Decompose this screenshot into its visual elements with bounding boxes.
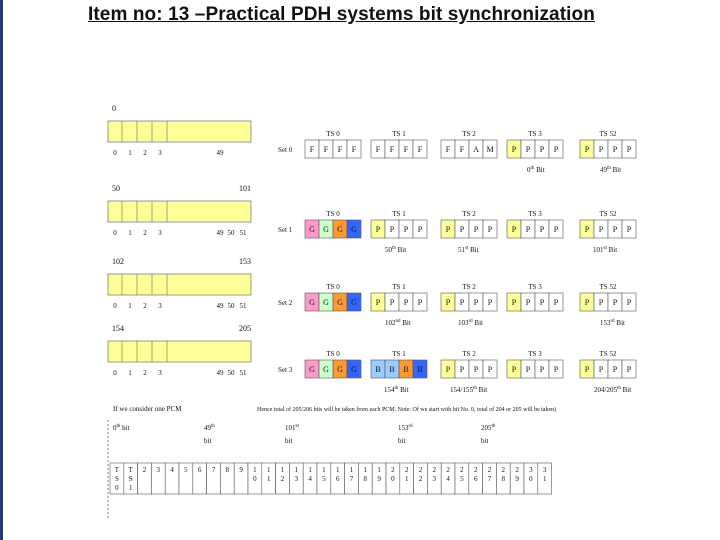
timeslot-cell-label: P: [584, 365, 590, 374]
bar-tick-label: 0: [113, 302, 117, 310]
bar-start-label: 0: [112, 104, 116, 113]
bar-tick-label: 1: [128, 149, 132, 157]
timeslot-cell-label: P: [525, 145, 531, 154]
pcm-timeslot-digit: 2: [391, 466, 395, 474]
ts-header: TS 1: [392, 210, 406, 218]
pcm-timeslot-digit: 2: [515, 466, 519, 474]
bit-number: 101: [593, 246, 604, 254]
timeslot-cell-label: F: [459, 145, 465, 154]
ts-header: TS 3: [528, 283, 542, 291]
timeslot-cell-label: P: [626, 225, 632, 234]
bar-tick-label: 0: [113, 149, 117, 157]
input-bit-bar: [108, 341, 251, 362]
set-label: Set 1: [278, 226, 293, 234]
bar-tick-label: 0: [113, 369, 117, 377]
timeslot-cell-label: P: [525, 298, 531, 307]
bar-tick-label: 3: [158, 369, 162, 377]
set-row-3: [108, 324, 636, 394]
bit-number: 0: [527, 166, 531, 174]
timeslot-cell-label: P: [539, 365, 545, 374]
ts-header: TS 52: [599, 283, 617, 291]
bit-number: 154/155: [450, 386, 473, 394]
bit-ordinal-suffix: th: [392, 246, 396, 251]
timeslot-cell-label: G: [351, 225, 357, 234]
pcm-timeslot-digit: 1: [253, 466, 257, 474]
marker-ordinal-suffix: th: [116, 424, 121, 429]
ts-header: TS 52: [599, 130, 617, 138]
timeslot-cell-label: F: [351, 145, 357, 154]
timeslot-cell-label: F: [337, 145, 343, 154]
input-bit-bar: [108, 274, 251, 295]
timeslot-cell-label: P: [445, 365, 451, 374]
pcm-timeslot-digit: 1: [266, 466, 271, 474]
pcm-bit-marker-unit: bit: [398, 437, 406, 445]
bit-position-label: [600, 166, 621, 174]
pcm-timeslot-digit: 9: [515, 475, 519, 483]
bar-tick-label: 50: [227, 229, 235, 237]
timeslot-cell-label: G: [309, 365, 315, 374]
pcm-timeslot-digit: 0: [529, 475, 533, 483]
timeslot-cell-label: F: [445, 145, 451, 154]
timeslot-cell-label: P: [459, 298, 465, 307]
bit-ordinal-suffix: st: [465, 246, 469, 251]
pcm-timeslot-digit: 2: [418, 466, 423, 474]
bar-end-label: 205: [239, 324, 251, 333]
ts-header: TS 0: [326, 130, 340, 138]
bar-tick-label: 49: [216, 369, 224, 377]
timeslot-cell-label: P: [598, 145, 604, 154]
pcm-timeslot-digit: 3: [542, 466, 547, 474]
bit-word: Bit: [476, 386, 488, 394]
pcm-timeslot-digit: 1: [349, 466, 354, 474]
pcm-timeslot-digit: T: [114, 466, 120, 474]
pcm-timeslot-digit: 4: [170, 466, 174, 474]
timeslot-cell-label: B: [389, 365, 395, 374]
bit-ordinal-suffix: nd: [395, 319, 401, 324]
pcm-timeslot-digit: 1: [542, 475, 547, 483]
bit-word: Bit: [400, 319, 411, 327]
set-row-0: [108, 104, 636, 174]
ts-header: TS 2: [462, 283, 476, 291]
timeslot-cell-label: P: [553, 145, 559, 154]
timeslot-cell-label: G: [323, 365, 329, 374]
timeslot-cell-label: P: [473, 298, 479, 307]
pcm-timeslot-digit: 7: [211, 466, 216, 474]
bar-start-label: 102: [112, 257, 124, 266]
bar-tick-label: 51: [239, 369, 247, 377]
timeslot-cell-label: G: [337, 225, 343, 234]
pcm-timeslot-digit: S: [128, 475, 133, 483]
pcm-bit-marker: [204, 424, 215, 432]
bit-word: Bit: [534, 166, 545, 174]
pcm-bit-marker-unit: bit: [481, 437, 489, 445]
bar-tick-label: 50: [227, 369, 235, 377]
timeslot-cell-label: P: [598, 298, 604, 307]
timeslot-cell-label: P: [553, 365, 559, 374]
bit-ordinal-suffix: th: [616, 386, 621, 391]
pcm-timeslot-digit: 2: [501, 466, 506, 474]
set-row-1: [108, 184, 636, 254]
pcm-timeslot-digit: 1: [266, 475, 271, 483]
bar-end-label: 101: [239, 184, 251, 193]
pcm-timeslot-digit: 0: [253, 475, 257, 483]
pcm-timeslot-digit: 9: [239, 466, 243, 474]
pcm-timeslot-digit: 2: [280, 475, 285, 483]
bit-word: Bit: [472, 319, 483, 327]
timeslot-cell-label: P: [375, 298, 381, 307]
timeslot-cell-label: P: [511, 298, 517, 307]
timeslot-cell-label: P: [539, 298, 545, 307]
timeslot-cell-label: B: [375, 365, 381, 374]
timeslot-cell-label: P: [487, 225, 493, 234]
pcm-timeslot-digit: 3: [156, 466, 161, 474]
pcm-timeslot-digit: 1: [363, 466, 368, 474]
pcm-right-note: Hence total of 205/206 bits will be taken from each PCM. Note: Of we start with bit No. 0, total of 204 or 205 will be taken): [257, 407, 557, 413]
timeslot-cell-label: G: [351, 298, 357, 307]
timeslot-cell-label: P: [525, 365, 531, 374]
pcm-timeslot-digit: S: [114, 475, 119, 483]
timeslot-cell-label: G: [351, 365, 357, 374]
marker-number: 0: [113, 424, 117, 432]
bar-tick-label: 2: [143, 229, 147, 237]
pcm-timeslot-digit: 6: [473, 475, 478, 483]
bit-ordinal-suffix: th: [472, 386, 477, 391]
pcm-timeslot-digit: 1: [128, 484, 133, 492]
pcm-timeslot-digit: 7: [487, 475, 492, 483]
pcm-timeslot-digit: 2: [404, 466, 409, 474]
pcm-timeslot-digit: 5: [322, 475, 326, 483]
timeslot-cell-label: P: [473, 225, 479, 234]
timeslot-cell-label: P: [612, 225, 618, 234]
timeslot-cell-label: P: [511, 225, 517, 234]
timeslot-cell-label: G: [323, 298, 329, 307]
timeslot-cell-label: F: [417, 145, 423, 154]
timeslot-cell-label: P: [612, 365, 618, 374]
pcm-timeslot-digit: 1: [280, 466, 285, 474]
pcm-timeslot-digit: 1: [377, 466, 381, 474]
bit-position-label: [385, 246, 406, 254]
bit-ordinal-suffix: th: [530, 166, 535, 171]
pcm-timeslot-digit: 3: [432, 475, 437, 483]
pcm-left-note: If we consider one PCM: [113, 405, 182, 413]
timeslot-cell-label: P: [626, 298, 632, 307]
bit-word: Bit: [620, 386, 632, 394]
bit-position-label: [593, 246, 617, 254]
bar-tick-label: 1: [128, 302, 132, 310]
timeslot-cell-label: P: [459, 225, 465, 234]
ts-header: TS 1: [392, 283, 406, 291]
ts-header: TS 1: [392, 350, 406, 358]
pcm-timeslot-digit: 8: [501, 475, 506, 483]
timeslot-cell-label: F: [375, 145, 381, 154]
pcm-timeslot-digit: 1: [308, 466, 312, 474]
ts-header: TS 0: [326, 283, 340, 291]
marker-ordinal-suffix: rd: [408, 424, 413, 429]
pcm-bit-marker: [285, 424, 299, 432]
pcm-timeslot-digit: 2: [487, 466, 492, 474]
bar-tick-label: 1: [128, 229, 132, 237]
bit-position-label: [527, 166, 545, 174]
timeslot-cell-label: P: [445, 225, 451, 234]
pcm-bit-marker: [113, 424, 130, 432]
set-label: Set 3: [278, 366, 293, 374]
timeslot-cell-label: P: [612, 298, 618, 307]
bit-position-label: [385, 319, 411, 327]
bit-number: 154: [384, 386, 395, 394]
bit-word: Bit: [606, 246, 618, 254]
pcm-timeslot-digit: 3: [294, 475, 299, 483]
marker-ordinal-suffix: th: [211, 424, 215, 429]
timeslot-cell-label: B: [417, 365, 423, 374]
pcm-timeslot-digit: 6: [197, 466, 202, 474]
bit-ordinal-suffix: rd: [468, 319, 473, 324]
bar-tick-label: 2: [143, 302, 147, 310]
pcm-timeslot-digit: 2: [432, 466, 437, 474]
bar-end-label: 153: [239, 257, 251, 266]
timeslot-cell-label: P: [525, 225, 531, 234]
pcm-timeslot-digit: 0: [115, 484, 119, 492]
bit-number: 51: [458, 246, 465, 254]
bit-position-label: [594, 386, 631, 394]
bar-tick-label: 3: [158, 229, 162, 237]
timeslot-cell-label: G: [337, 298, 343, 307]
timeslot-cell-label: P: [487, 298, 493, 307]
bit-word: Bit: [398, 386, 409, 394]
bar-start-label: 50: [112, 184, 120, 193]
pcm-timeslot-digit: 1: [322, 466, 326, 474]
bit-ordinal-suffix: rd: [610, 319, 615, 324]
timeslot-cell-label: P: [473, 365, 479, 374]
bit-position-label: [600, 319, 625, 327]
pcm-timeslot-digit: 2: [418, 475, 423, 483]
timeslot-cell-label: P: [389, 298, 395, 307]
timeslot-cell-label: P: [511, 365, 517, 374]
set-label: Set 2: [278, 299, 293, 307]
ts-header: TS 0: [326, 210, 340, 218]
ts-header: TS 1: [392, 130, 406, 138]
pcm-timeslot-digit: 8: [225, 466, 230, 474]
timeslot-cell-label: P: [598, 225, 604, 234]
set-row-2: [108, 257, 636, 327]
marker-word: bit: [120, 424, 130, 432]
pcm-timeslot-digit: 5: [460, 475, 464, 483]
pcm-bit-marker-unit: bit: [204, 437, 212, 445]
pcm-timeslot-digit: 6: [335, 475, 340, 483]
timeslot-cell-label: P: [403, 298, 409, 307]
timeslot-cell-label: F: [323, 145, 329, 154]
bar-tick-label: 0: [113, 229, 117, 237]
timeslot-cell-label: P: [612, 145, 618, 154]
timeslot-cell-label: B: [403, 365, 409, 374]
ts-header: TS 52: [599, 210, 617, 218]
marker-number: 101: [285, 424, 296, 432]
bit-ordinal-suffix: st: [603, 246, 607, 251]
marker-number: 205: [481, 424, 492, 432]
bar-tick-label: 51: [239, 302, 247, 310]
bar-start-label: 154: [112, 324, 124, 333]
pcm-timeslot-digit: 8: [363, 475, 368, 483]
bar-tick-label: 2: [143, 149, 147, 157]
pcm-bit-marker: [398, 424, 413, 432]
pcm-timeslot-digit: 2: [473, 466, 478, 474]
pcm-timeslot-digit: 3: [529, 466, 533, 474]
pcm-bit-marker-unit: bit: [285, 437, 293, 445]
timeslot-cell-label: P: [403, 225, 409, 234]
timeslot-cell-label: P: [511, 145, 517, 154]
timeslot-cell-label: P: [584, 145, 590, 154]
timeslot-cell-label: P: [584, 225, 590, 234]
timeslot-cell-label: P: [539, 225, 545, 234]
bit-number: 102: [385, 319, 396, 327]
slide-title: Item no: 13 –Practical PDH systems bit synchronization: [88, 4, 595, 25]
bar-tick-label: 50: [227, 302, 235, 310]
pcm-timeslot-digit: 5: [184, 466, 188, 474]
timeslot-cell-label: P: [389, 225, 395, 234]
timeslot-cell-label: P: [459, 365, 465, 374]
timeslot-cell-label: G: [323, 225, 329, 234]
pcm-timeslot-digit: 4: [446, 475, 450, 483]
timeslot-cell-label: P: [487, 365, 493, 374]
marker-ordinal-suffix: st: [295, 424, 299, 429]
input-bit-bar: [108, 201, 251, 222]
bit-ordinal-suffix: th: [607, 166, 611, 171]
pcm-bit-marker: [481, 424, 496, 432]
timeslot-cell-label: P: [626, 145, 632, 154]
timeslot-cell-label: P: [539, 145, 545, 154]
timeslot-cell-label: P: [626, 365, 632, 374]
pcm-timeslot-digit: 2: [446, 466, 450, 474]
bit-position-label: [384, 386, 409, 394]
bar-tick-label: 49: [216, 302, 224, 310]
pcm-frame-section: [108, 405, 556, 520]
bit-position-label: [458, 319, 483, 327]
ts-header: TS 2: [462, 210, 476, 218]
timeslot-cell-label: G: [337, 365, 343, 374]
bit-number: 103: [458, 319, 469, 327]
timeslot-cell-label: P: [584, 298, 590, 307]
bit-word: Bit: [468, 246, 479, 254]
bit-ordinal-suffix: th: [394, 386, 399, 391]
bar-tick-label: 1: [128, 369, 132, 377]
ts-header: TS 3: [528, 130, 542, 138]
pcm-timeslot-digit: 9: [377, 475, 381, 483]
marker-ordinal-suffix: th: [491, 424, 496, 429]
timeslot-cell-label: F: [389, 145, 395, 154]
pcm-timeslot-digit: 1: [294, 466, 299, 474]
ts-header: TS 2: [462, 350, 476, 358]
bar-tick-label: 3: [158, 149, 162, 157]
pcm-timeslot-digit: T: [128, 466, 133, 474]
marker-number: 49: [204, 424, 211, 432]
set-rows: [108, 104, 636, 394]
bit-number: 153: [600, 319, 611, 327]
timeslot-cell-label: P: [445, 298, 451, 307]
input-bit-bar: [108, 121, 251, 142]
timeslot-cell-label: P: [553, 225, 559, 234]
timeslot-cell-label: G: [309, 225, 315, 234]
ts-header: TS 3: [528, 210, 542, 218]
timeslot-cell-label: F: [309, 145, 315, 154]
timeslot-cell-label: P: [375, 225, 381, 234]
bit-number: 50: [385, 246, 392, 254]
ts-header: TS 3: [528, 350, 542, 358]
pcm-timeslot-digit: 2: [142, 466, 147, 474]
bit-word: Bit: [614, 319, 625, 327]
timeslot-cell-label: P: [417, 225, 423, 234]
bar-tick-label: 3: [158, 302, 162, 310]
bit-word: Bit: [395, 246, 407, 254]
bit-number: 204/205: [594, 386, 617, 394]
ts-header: TS 2: [462, 130, 476, 138]
timeslot-cell-label: F: [403, 145, 409, 154]
ts-header: TS 0: [326, 350, 340, 358]
pcm-timeslot-digit: 0: [391, 475, 395, 483]
timeslot-cell-label: A: [473, 145, 479, 154]
pcm-timeslot-digit: 1: [404, 475, 409, 483]
pcm-timeslot-digit: 4: [308, 475, 312, 483]
set-label: Set 0: [278, 146, 293, 154]
bit-position-label: [450, 386, 487, 394]
bar-tick-label: 2: [143, 369, 147, 377]
pcm-timeslot-digit: 1: [335, 466, 340, 474]
bar-tick-label: 49: [216, 229, 224, 237]
bit-position-label: [458, 246, 479, 254]
timeslot-cell-label: P: [598, 365, 604, 374]
bit-word: Bit: [610, 166, 622, 174]
timeslot-cell-label: G: [309, 298, 315, 307]
bar-tick-label: 49: [216, 149, 224, 157]
bit-number: 49: [600, 166, 607, 174]
pcm-timeslot-digit: 2: [460, 466, 464, 474]
timeslot-cell-label: P: [417, 298, 423, 307]
marker-number: 153: [398, 424, 409, 432]
pcm-timeslot-digit: 7: [349, 475, 354, 483]
timeslot-cell-label: P: [553, 298, 559, 307]
bar-tick-label: 51: [239, 229, 247, 237]
ts-header: TS 52: [599, 350, 617, 358]
timeslot-cell-label: M: [486, 145, 494, 154]
